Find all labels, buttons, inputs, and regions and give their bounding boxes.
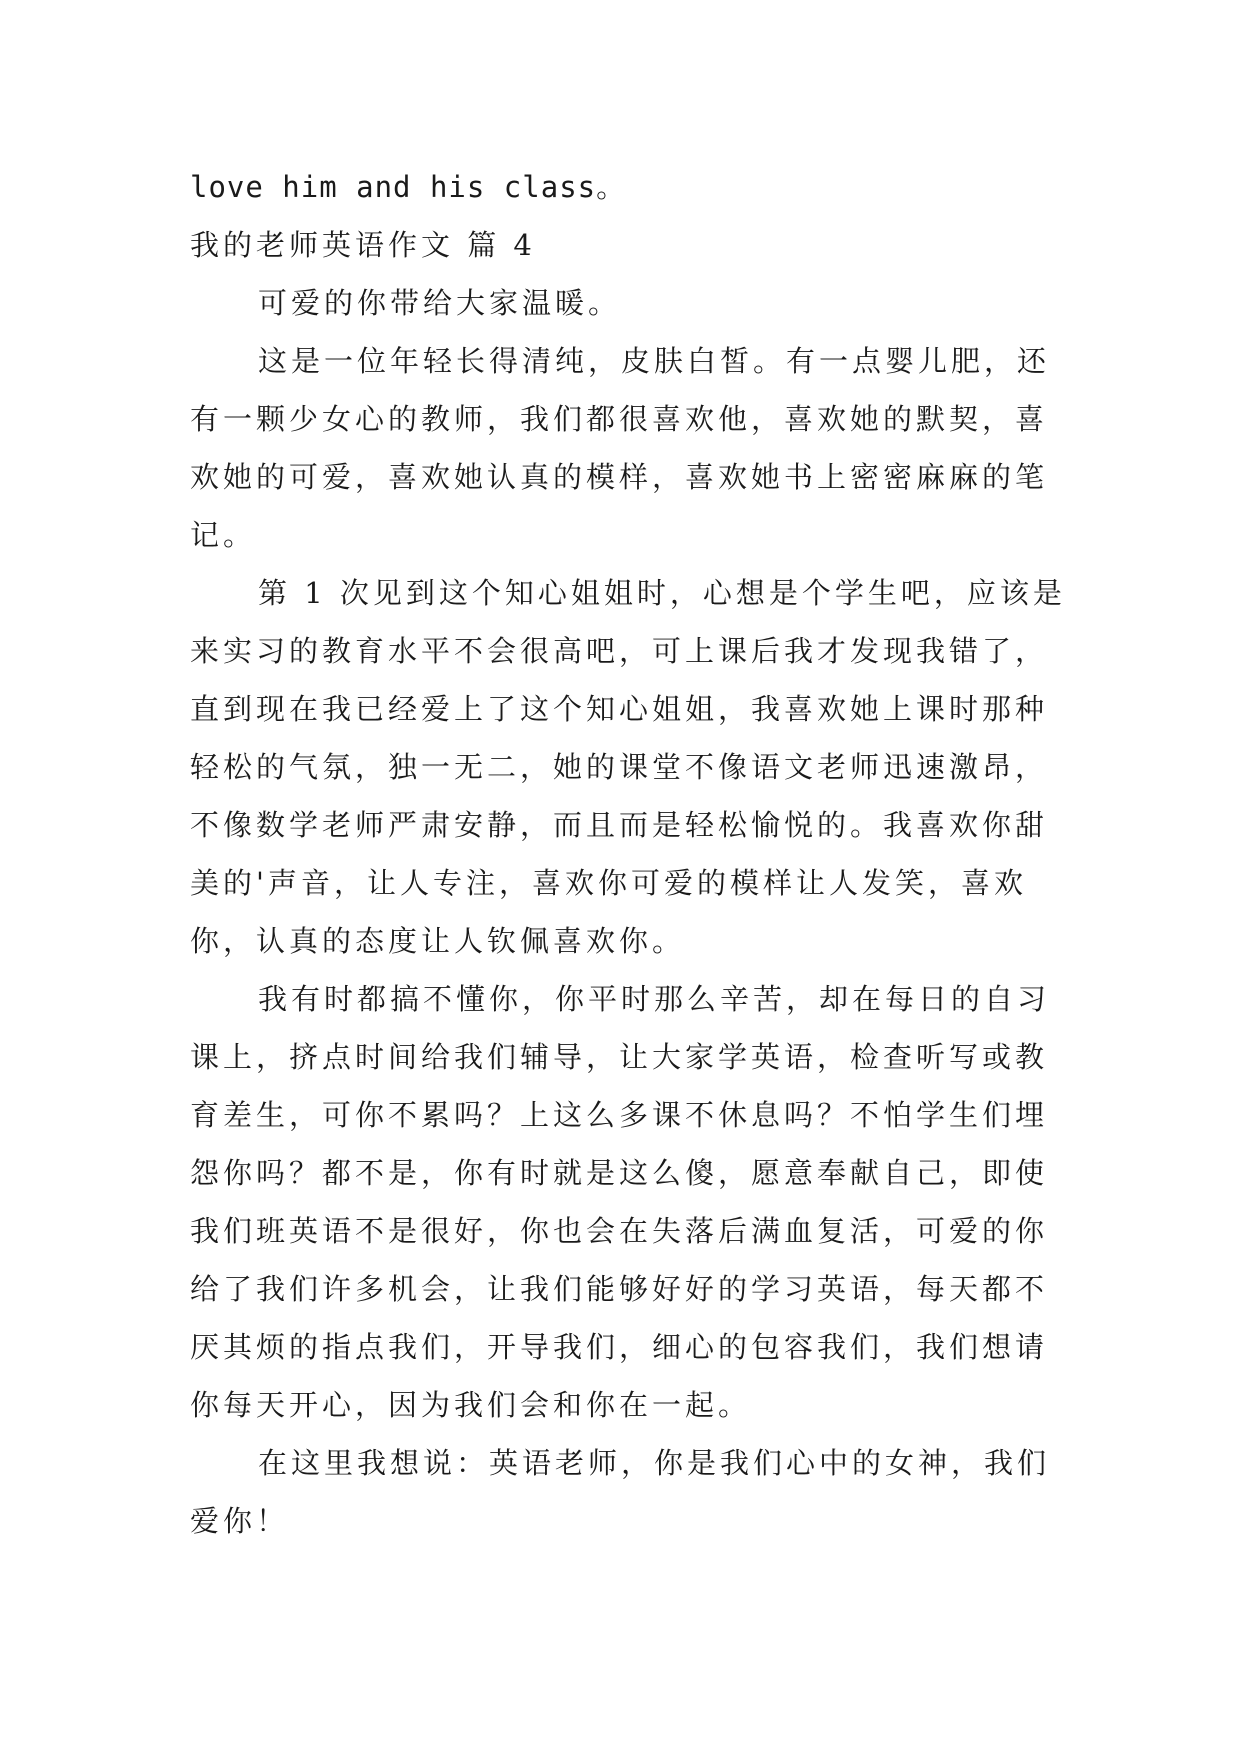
paragraph-line: 爱你！ (190, 1504, 290, 1538)
paragraph-3 (190, 564, 1066, 970)
paragraph-line: 不像数学老师严肃安静，而且而是轻松愉悦的。我喜欢你甜 (190, 808, 1049, 842)
paragraph-line: 欢她的可爱，喜欢她认真的模样，喜欢她书上密密麻麻的笔 (190, 460, 1049, 494)
paragraph-line: 怨你吗？都不是，你有时就是这么傻，愿意奉献自己，即使 (190, 1156, 1049, 1190)
paragraph-line: 记。 (190, 518, 257, 552)
paragraph-line: 这是一位年轻长得清纯，皮肤白皙。有一点婴儿肥，还 (258, 344, 1051, 378)
paragraph-line: 你每天开心，因为我们会和你在一起。 (190, 1388, 752, 1422)
document-body (190, 158, 1066, 1550)
paragraph-line: 第 1 次见到这个知心姐姐时，心想是个学生吧，应该是 (258, 576, 1066, 610)
paragraph-line: 我有时都搞不懂你，你平时那么辛苦，却在每日的自习 (258, 982, 1051, 1016)
paragraph-line: 给了我们许多机会，让我们能够好好的学习英语，每天都不 (190, 1272, 1049, 1306)
paragraph-line: 有一颗少女心的教师，我们都很喜欢他，喜欢她的默契，喜 (190, 402, 1049, 436)
paragraph-line: 课上，挤点时间给我们辅导，让大家学英语，检查听写或教 (190, 1040, 1049, 1074)
paragraph-5 (190, 1434, 1060, 1550)
paragraph-line: 在这里我想说：英语老师，你是我们心中的女神，我们 (258, 1446, 1051, 1480)
essay-heading: 我的老师英语作文 篇 4 (190, 228, 536, 262)
paragraph-2 (190, 332, 1060, 564)
paragraph-line: 来实习的教育水平不会很高吧，可上课后我才发现我错了， (190, 634, 1049, 668)
paragraph-line: 可爱的你带给大家温暖。 (258, 286, 622, 320)
paragraph-line: 美的'声音，让人专注，喜欢你可爱的模样让人发笑，喜欢 (190, 866, 1027, 900)
paragraph-line: 轻松的气氛，独一无二，她的课堂不像语文老师迅速激昂， (190, 750, 1049, 784)
paragraph-line: 育差生，可你不累吗？上这么多课不休息吗？不怕学生们埋 (190, 1098, 1049, 1132)
paragraph-line: 直到现在我已经爱上了这个知心姐姐，我喜欢她上课时那种 (190, 692, 1049, 726)
paragraph-4 (190, 970, 1060, 1434)
paragraph-1 (190, 274, 1060, 332)
paragraph-line: 你，认真的态度让人钦佩喜欢你。 (190, 924, 686, 958)
paragraph-line: 我们班英语不是很好，你也会在失落后满血复活，可爱的你 (190, 1214, 1049, 1248)
paragraph-line: 厌其烦的指点我们，开导我们，细心的包容我们，我们想请 (190, 1330, 1049, 1364)
continuation-line: love him and his class。 (190, 170, 627, 204)
